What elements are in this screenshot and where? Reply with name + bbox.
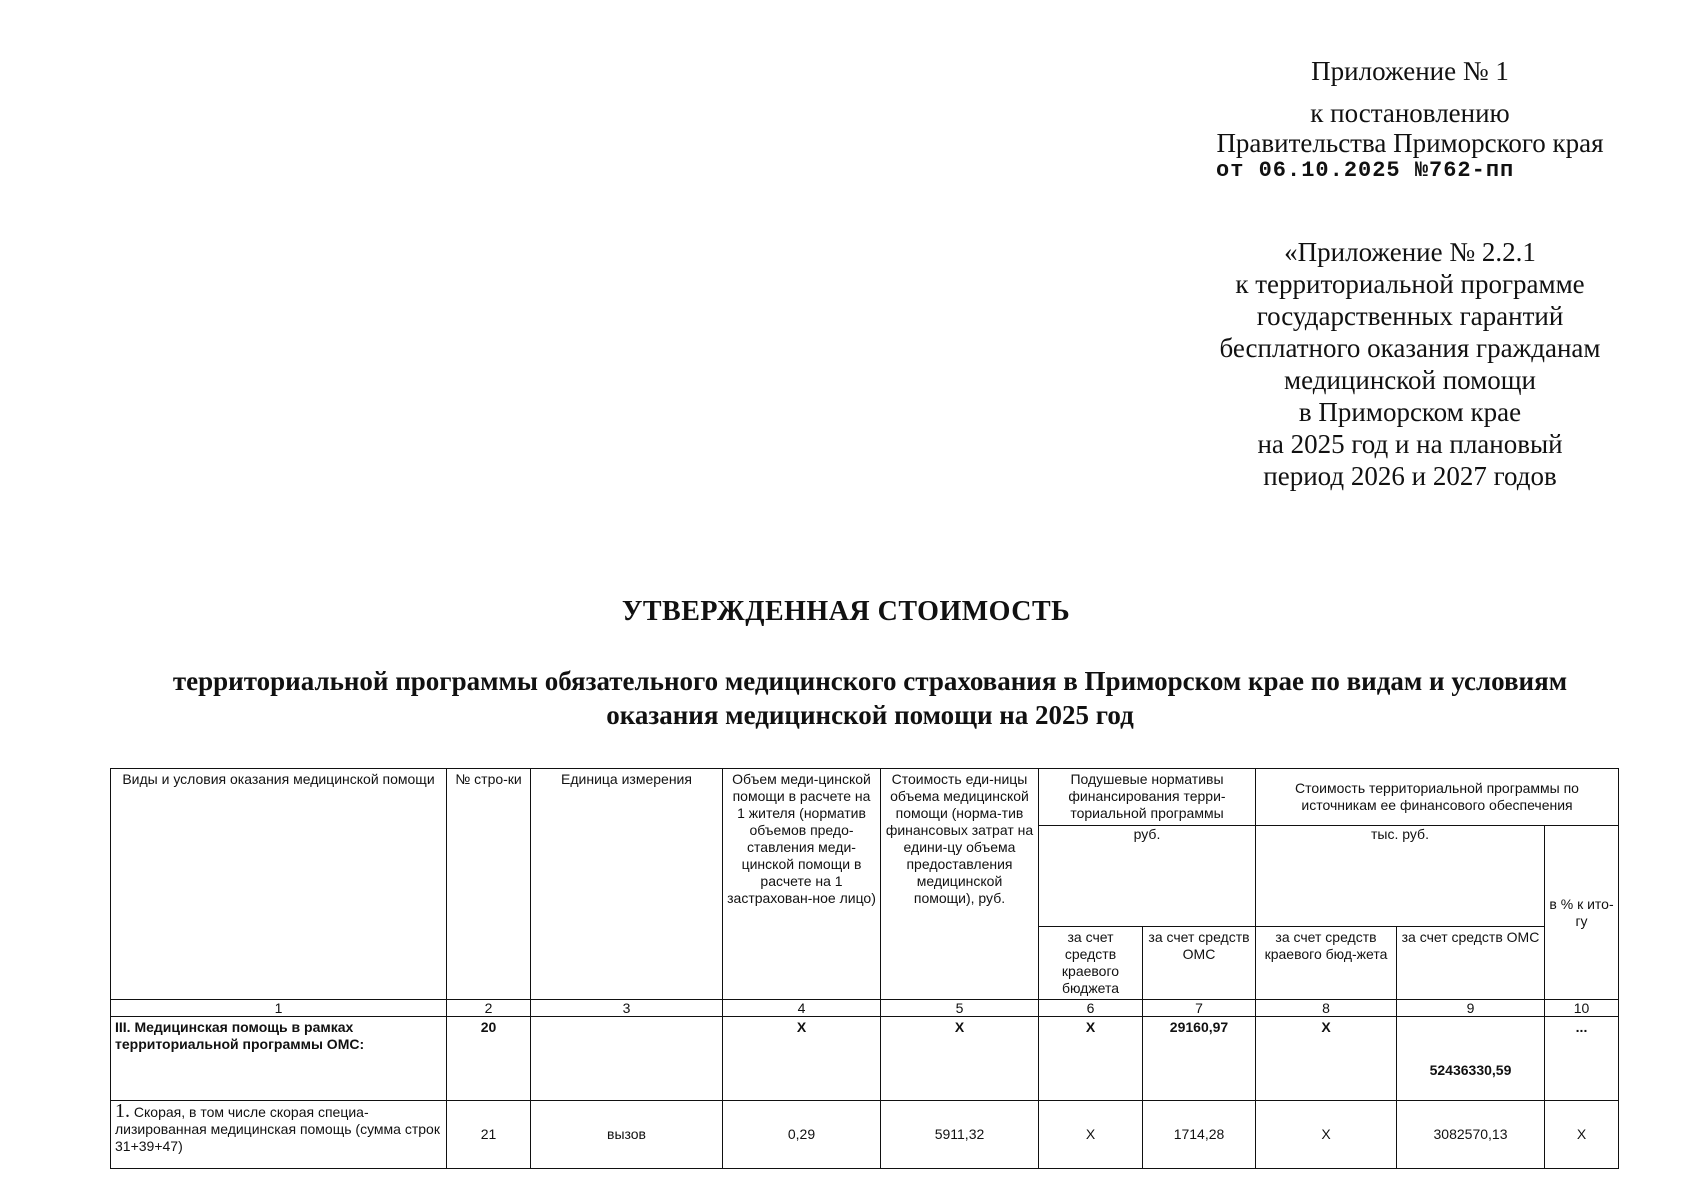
column-number: 9 xyxy=(1397,1000,1545,1017)
table-row xyxy=(111,1017,1619,1101)
program-line: к территориальной программе xyxy=(1235,269,1585,299)
row-per-capita-budget: X xyxy=(1039,1101,1143,1169)
column-numbers-row xyxy=(111,1000,1619,1017)
document-title: УТВЕРЖДЕННАЯ СТОИМОСТЬ xyxy=(621,596,1071,627)
header-line-number: № стро-ки xyxy=(447,769,531,1000)
row-line-number: 21 xyxy=(447,1101,531,1169)
header-kinds-conditions: Виды и условия оказания медицинской помощи xyxy=(111,769,447,1000)
column-number: 4 xyxy=(723,1000,881,1017)
document-subtitle xyxy=(110,664,1630,732)
row-cost-oms: 52436330,59 xyxy=(1397,1017,1545,1101)
header-cost-group: Стоимость территориальной программы по источникам ее финансового обеспечения xyxy=(1256,769,1619,826)
row-name: III. Медицинская помощь в рамках территориальной программы ОМС: xyxy=(111,1017,447,1101)
column-number: 6 xyxy=(1039,1000,1143,1017)
row-percent: X xyxy=(1545,1101,1619,1169)
row-volume: 0,29 xyxy=(723,1101,881,1169)
program-line: государственных гарантий xyxy=(1256,301,1564,331)
header-unit-thous-rub: тыс. руб. xyxy=(1256,826,1545,927)
program-line: медицинской помощи xyxy=(1284,365,1536,395)
decree-date: от 06.10.2025 №762-пп xyxy=(1216,158,1515,183)
header-row xyxy=(111,769,1619,826)
row-number-prefix: 1. xyxy=(115,1100,130,1122)
decree-line-2: Правительства Приморского края xyxy=(1216,128,1604,158)
row-per-capita-oms: 1714,28 xyxy=(1143,1101,1256,1169)
header-percent: в % к ито-гу xyxy=(1545,826,1619,1000)
header-per-capita-oms: за счет средств ОМС xyxy=(1143,927,1256,1000)
header-per-capita-budget: за счет средств краевого бюджета xyxy=(1039,927,1143,1000)
header-volume: Объем меди-цинской помощи в расчете на 1 жителя (норматив объемов предо-ставления меди-цинской помощи в расчете на 1 застрахован-ное лицо) xyxy=(723,769,881,1000)
row-per-capita-budget: X xyxy=(1039,1017,1143,1101)
decree-reference xyxy=(1180,56,1640,186)
row-name: Скорая, в том числе скорая специа-лизированная медицинская помощь (сумма строк 31+39+47) xyxy=(115,1104,440,1154)
header-cost-oms: за счет средств ОМС xyxy=(1397,927,1545,1000)
column-number: 7 xyxy=(1143,1000,1256,1017)
column-number: 2 xyxy=(447,1000,531,1017)
program-line: бесплатного оказания гражданам xyxy=(1219,333,1601,363)
row-cost-budget: X xyxy=(1256,1017,1397,1101)
row-unit-cost: X xyxy=(881,1017,1039,1101)
row-name-cell xyxy=(111,1101,447,1169)
row-per-capita-oms: 29160,97 xyxy=(1143,1017,1256,1101)
row-line-number: 20 xyxy=(447,1017,531,1101)
row-unit-cost: 5911,32 xyxy=(881,1101,1039,1169)
header-unit-cost: Стоимость еди-ницы объема медицинской помощи (норма-тив финансовых затрат на едини-цу объема предоставления медицинской помощи), руб. xyxy=(881,769,1039,1000)
program-line: период 2026 и 2027 годов xyxy=(1263,461,1557,491)
column-number: 8 xyxy=(1256,1000,1397,1017)
row-unit: вызов xyxy=(531,1101,723,1169)
header-per-capita-group: Подушевые нормативы финансирования терри-ториальной программы xyxy=(1039,769,1256,826)
header-unit: Единица измерения xyxy=(531,769,723,1000)
column-number: 1 xyxy=(111,1000,447,1017)
row-cost-oms: 3082570,13 xyxy=(1397,1101,1545,1169)
row-cost-budget: X xyxy=(1256,1101,1397,1169)
subtitle-line-1: территориальной программы обязательного медицинского страхования в Приморском крае по видам и условиям xyxy=(172,666,1568,696)
row-volume: X xyxy=(723,1017,881,1101)
column-number: 5 xyxy=(881,1000,1039,1017)
decree-line-1: к постановлению xyxy=(1310,98,1510,128)
column-number: 10 xyxy=(1545,1000,1619,1017)
cost-table xyxy=(110,768,1619,1169)
header-unit-rub: руб. xyxy=(1039,826,1256,927)
column-number: 3 xyxy=(531,1000,723,1017)
row-unit xyxy=(531,1017,723,1101)
appendix-title: Приложение № 1 xyxy=(1311,56,1509,86)
program-line: на 2025 год и на плановый xyxy=(1257,429,1563,459)
row-percent: ... xyxy=(1545,1017,1619,1101)
subtitle-line-2: оказания медицинской помощи на 2025 год xyxy=(606,700,1134,730)
header-cost-budget: за счет средств краевого бюд-жета xyxy=(1256,927,1397,1000)
program-line: «Приложение № 2.2.1 xyxy=(1284,237,1536,267)
program-appendix-reference xyxy=(1180,236,1640,492)
table-row xyxy=(111,1101,1619,1169)
program-line: в Приморском крае xyxy=(1298,397,1522,427)
